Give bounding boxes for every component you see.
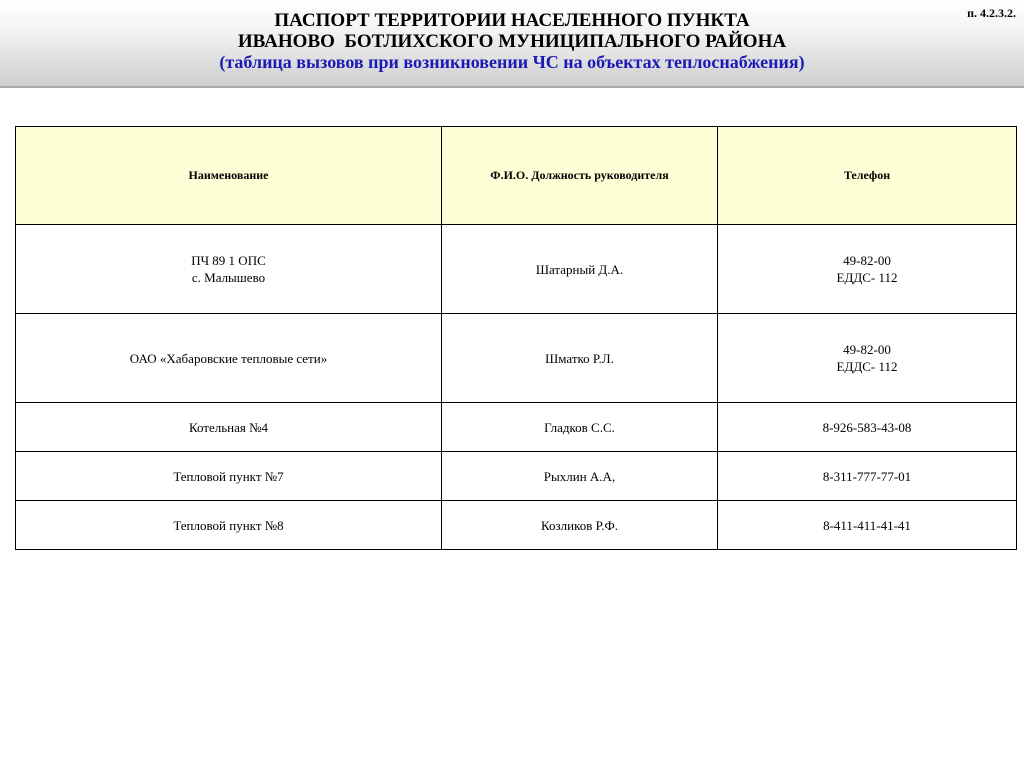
cell-phone-line: 8-926-583-43-08 (822, 419, 912, 435)
cell-phone (718, 501, 1017, 550)
column-header-phone: Телефон (718, 127, 1017, 225)
table-row (16, 225, 1017, 314)
cell-phone (718, 314, 1017, 403)
table-row (16, 403, 1017, 452)
cell-name (16, 452, 442, 501)
table-row (16, 501, 1017, 550)
cell-phone-line: 8-411-411-41-41 (823, 517, 911, 533)
cell-name (16, 225, 442, 314)
cell-manager: Шматко Р.Л. (442, 314, 718, 403)
cell-phone (718, 452, 1017, 501)
cell-phone-line: ЕДДС- 112 (836, 359, 898, 374)
page-reference: п. 4.2.3.2. (967, 6, 1016, 20)
cell-manager: Козликов Р.Ф. (442, 501, 718, 550)
cell-manager: Гладков С.С. (442, 403, 718, 452)
cell-name-line: Котельная №4 (188, 419, 269, 435)
header-banner (0, 0, 1024, 88)
title-line-2: ИВАНОВО БОТЛИХСКОГО МУНИЦИПАЛЬНОГО РАЙОНА (237, 31, 787, 52)
cell-phone-line: 49-82-00 (843, 342, 891, 357)
column-header-manager: Ф.И.О. Должность руководителя (442, 127, 718, 225)
cell-phone-line: ЕДДС- 112 (836, 270, 898, 285)
cell-phone (718, 225, 1017, 314)
cell-name-line: Тепловой пункт №8 (173, 517, 284, 533)
cell-name-line: ОАО «Хабаровские тепловые сети» (129, 350, 328, 366)
cell-phone-line: 8-311-777-77-01 (822, 468, 912, 484)
table-header-row (16, 127, 1017, 225)
cell-name-line: Тепловой пункт №7 (173, 468, 284, 484)
cell-name-line: ПЧ 89 1 ОПС (191, 253, 266, 268)
table-row (16, 452, 1017, 501)
subtitle: (таблица вызовов при возникновении ЧС на объектах теплоснабжения) (219, 52, 805, 72)
cell-manager: Шатарный Д.А. (442, 225, 718, 314)
cell-name (16, 314, 442, 403)
column-header-name: Наименование (16, 127, 442, 225)
cell-name (16, 403, 442, 452)
cell-phone (718, 403, 1017, 452)
title-line-1: ПАСПОРТ ТЕРРИТОРИИ НАСЕЛЕННОГО ПУНКТА (274, 10, 750, 31)
table-row (16, 314, 1017, 403)
emergency-calls-table (15, 126, 1017, 550)
cell-name-line: с. Малышево (191, 270, 266, 285)
cell-manager: Рыхлин А.А, (442, 452, 718, 501)
cell-name (16, 501, 442, 550)
cell-phone-line: 49-82-00 (843, 253, 891, 268)
